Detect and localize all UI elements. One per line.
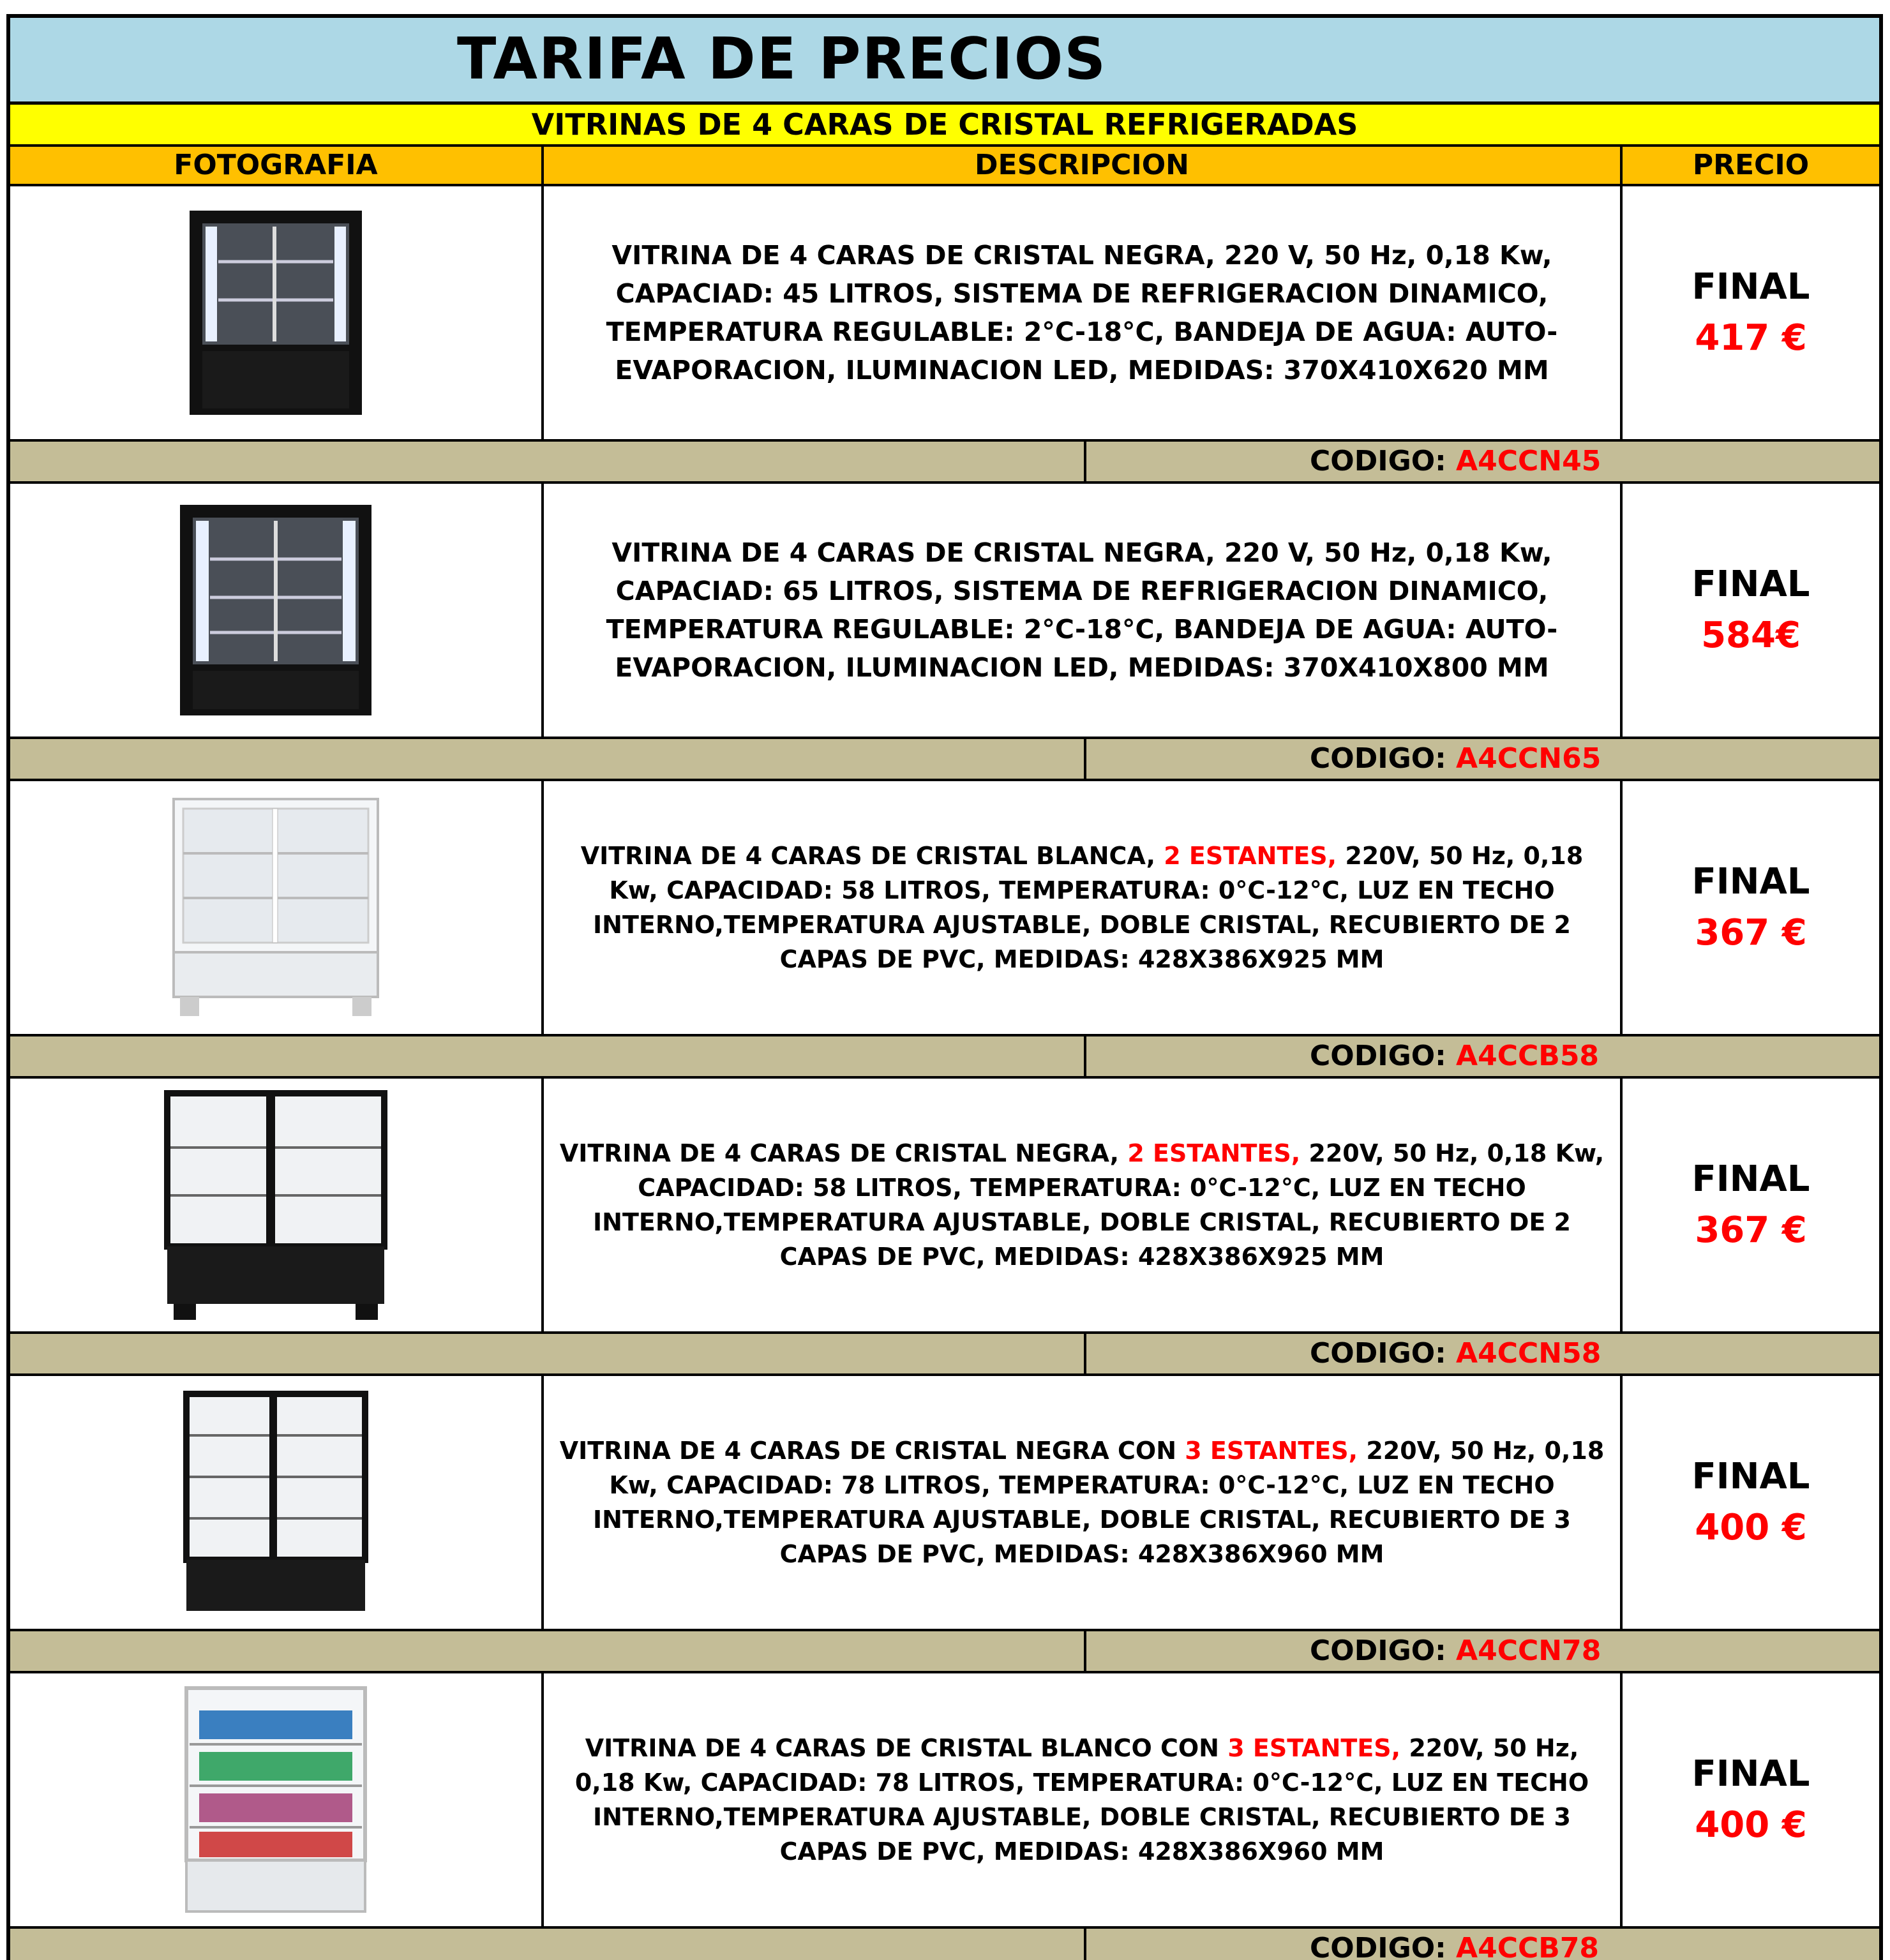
product-row <box>10 484 1879 739</box>
final-label: FINAL <box>1691 564 1810 605</box>
product-row <box>10 1079 1879 1334</box>
black-display-case-image <box>180 1388 371 1617</box>
price-value: 400 € <box>1695 1804 1807 1846</box>
product-photo <box>10 1079 544 1331</box>
product-photo <box>10 781 544 1034</box>
product-photo <box>10 186 544 439</box>
price-value: 584€ <box>1701 615 1801 656</box>
product-description: VITRINA DE 4 CARAS DE CRISTAL NEGRA, 2 ESTANTES, 220V, 50 Hz, 0,18 Kw, CAPACIDAD: 58 LITROS, TEMPERATURA: 0°C-12°C, LUZ EN TECHO INTERNO,TEMPERATURA AJUSTABLE, DOBLE CRISTAL, RECUBIERTO DE 2 CAPAS DE PVC, MEDIDAS: 428X386X925 MM <box>544 1079 1623 1331</box>
product-description: VITRINA DE 4 CARAS DE CRISTAL BLANCO CON 3 ESTANTES, 220V, 50 Hz, 0,18 Kw, CAPACIDAD: 78 LITROS, TEMPERATURA: 0°C-12°C, LUZ EN TECHO INTERNO,TEMPERATURA AJUSTABLE, DOBLE CRISTAL, RECUBIERTO DE 3 CAPAS DE PVC, MEDIDAS: 428X386X960 MM <box>544 1673 1623 1926</box>
product-price <box>1623 1673 1879 1926</box>
final-label: FINAL <box>1691 266 1810 308</box>
price-value: 400 € <box>1695 1507 1807 1548</box>
product-description: VITRINA DE 4 CARAS DE CRISTAL NEGRA, 220 V, 50 Hz, 0,18 Kw, CAPACIAD: 65 LITROS, SISTEMA DE REFRIGERACION DINAMICO, TEMPERATURA REGULABLE: 2°C-18°C, BANDEJA DE AGUA: AUTO-EVAPORACION, ILUMINACION LED, MEDIDAS: 370X410X800 MM <box>544 484 1623 737</box>
product-price <box>1623 781 1879 1034</box>
product-description: VITRINA DE 4 CARAS DE CRISTAL NEGRA, 220 V, 50 Hz, 0,18 Kw, CAPACIAD: 45 LITROS, SISTEMA DE REFRIGERACION DINAMICO, TEMPERATURA REGULABLE: 2°C-18°C, BANDEJA DE AGUA: AUTO-EVAPORACION, ILUMINACION LED, MEDIDAS: 370X410X620 MM <box>544 186 1623 439</box>
column-header-row <box>10 147 1879 186</box>
white-display-case-drinks-image <box>180 1682 371 1918</box>
white-display-case-image <box>167 793 384 1022</box>
black-display-case-image <box>183 204 368 421</box>
page-title: TARIFA DE PRECIOS <box>457 26 1107 93</box>
code-row <box>10 1631 1879 1673</box>
product-photo <box>10 484 544 737</box>
black-display-case-image <box>174 498 378 722</box>
code-row <box>10 442 1879 484</box>
product-code: CODIGO: A4CCN45 <box>1310 445 1601 477</box>
product-price <box>1623 186 1879 439</box>
column-header-photo: FOTOGRAFIA <box>10 147 544 184</box>
final-label: FINAL <box>1691 1753 1810 1795</box>
column-header-description: DESCRIPCION <box>544 147 1623 184</box>
product-row <box>10 186 1879 442</box>
final-label: FINAL <box>1691 1456 1810 1497</box>
product-price <box>1623 1376 1879 1629</box>
product-description: VITRINA DE 4 CARAS DE CRISTAL NEGRA CON 3 ESTANTES, 220V, 50 Hz, 0,18 Kw, CAPACIDAD: 78 LITROS, TEMPERATURA: 0°C-12°C, LUZ EN TECHO INTERNO,TEMPERATURA AJUSTABLE, DOBLE CRISTAL, RECUBIERTO DE 3 CAPAS DE PVC, MEDIDAS: 428X386X960 MM <box>544 1376 1623 1629</box>
product-code: CODIGO: A4CCN78 <box>1310 1635 1601 1667</box>
price-value: 367 € <box>1695 1209 1807 1251</box>
product-row <box>10 1376 1879 1631</box>
product-row <box>10 781 1879 1036</box>
code-row <box>10 1334 1879 1376</box>
final-label: FINAL <box>1691 1158 1810 1200</box>
price-value: 367 € <box>1695 912 1807 954</box>
subtitle-bar: VITRINAS DE 4 CARAS DE CRISTAL REFRIGERADAS <box>10 105 1879 147</box>
column-header-price: PRECIO <box>1692 149 1810 181</box>
product-code: CODIGO: A4CCN58 <box>1310 1337 1601 1370</box>
code-row <box>10 1929 1879 1960</box>
product-code: CODIGO: A4CCN65 <box>1310 742 1601 775</box>
price-list-sheet <box>6 14 1883 1960</box>
product-price <box>1623 1079 1879 1331</box>
product-description: VITRINA DE 4 CARAS DE CRISTAL BLANCA, 2 ESTANTES, 220V, 50 Hz, 0,18 Kw, CAPACIDAD: 58 LITROS, TEMPERATURA: 0°C-12°C, LUZ EN TECHO INTERNO,TEMPERATURA AJUSTABLE, DOBLE CRISTAL, RECUBIERTO DE 2 CAPAS DE PVC, MEDIDAS: 428X386X925 MM <box>544 781 1623 1034</box>
title-bar <box>10 18 1879 105</box>
product-photo <box>10 1673 544 1926</box>
code-row <box>10 1036 1879 1079</box>
product-row <box>10 1673 1879 1929</box>
price-value: 417 € <box>1695 317 1807 359</box>
final-label: FINAL <box>1691 861 1810 902</box>
product-photo <box>10 1376 544 1629</box>
product-code: CODIGO: A4CCB58 <box>1310 1040 1600 1072</box>
black-display-case-image <box>161 1087 391 1323</box>
product-code: CODIGO: A4CCB78 <box>1310 1932 1600 1960</box>
product-price <box>1623 484 1879 737</box>
code-row <box>10 739 1879 781</box>
